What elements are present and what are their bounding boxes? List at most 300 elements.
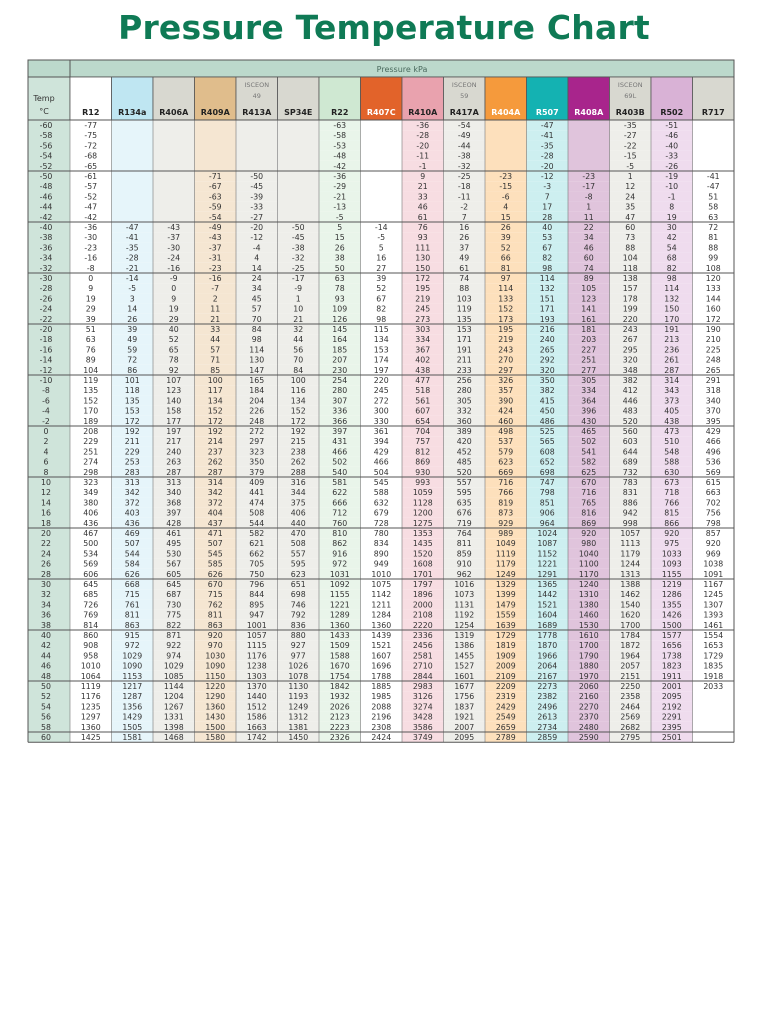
value-cell: 211 — [124, 437, 140, 447]
value-cell: 654 — [415, 416, 431, 426]
value-cell: 863 — [124, 620, 140, 630]
value-cell: 2167 — [537, 671, 558, 681]
value-cell: 569 — [705, 467, 721, 477]
value-cell: 1010 — [80, 661, 101, 671]
value-cell: 540 — [332, 467, 348, 477]
value-cell: 1663 — [246, 722, 267, 732]
value-cell: 158 — [166, 406, 182, 416]
value-cell: -27 — [623, 131, 637, 141]
value-cell: 76 — [417, 223, 428, 232]
value-cell: 927 — [290, 641, 306, 651]
value-cell: 1500 — [661, 620, 682, 630]
value-cell: 1057 — [620, 529, 641, 538]
value-cell: 1577 — [661, 631, 682, 640]
value-cell: 1399 — [495, 590, 516, 600]
temp-cell: 56 — [41, 712, 51, 722]
value-cell: 99 — [708, 253, 719, 263]
value-cell: 525 — [539, 427, 555, 436]
value-cell: 1512 — [246, 702, 267, 712]
value-cell: 332 — [456, 406, 472, 416]
value-cell: 712 — [332, 508, 348, 518]
value-cell: 630 — [664, 467, 680, 477]
value-cell: 1030 — [205, 651, 226, 661]
temp-cell: -26 — [39, 294, 53, 304]
value-cell: 1607 — [371, 651, 392, 661]
value-cell: 1220 — [205, 682, 226, 691]
value-cell: -52 — [84, 192, 98, 202]
value-cell: 815 — [664, 508, 680, 518]
value-cell: 104 — [83, 365, 99, 375]
value-cell: 297 — [249, 437, 265, 447]
value-cell: 1244 — [620, 559, 641, 569]
value-cell: 1170 — [578, 569, 599, 579]
value-cell: 910 — [456, 559, 472, 569]
value-cell: -67 — [208, 182, 222, 192]
value-cell: -5 — [377, 233, 386, 243]
value-cell: 2480 — [578, 722, 599, 732]
value-cell: 116 — [290, 386, 306, 396]
value-cell: 24 — [625, 192, 636, 202]
value-cell: 605 — [166, 569, 182, 579]
value-cell: 1670 — [329, 661, 350, 671]
value-cell: 750 — [249, 569, 265, 579]
value-cell: 3749 — [412, 733, 433, 742]
temp-cell: -18 — [39, 335, 53, 345]
value-cell: 161 — [581, 314, 597, 324]
value-cell: 851 — [539, 498, 555, 508]
value-cell: 429 — [705, 427, 721, 436]
value-cell: 225 — [705, 345, 721, 355]
value-cell: 461 — [166, 529, 182, 538]
value-cell: -9 — [169, 274, 178, 283]
value-cell: 2000 — [412, 600, 433, 610]
value-cell: 254 — [332, 376, 348, 385]
value-cell: 508 — [290, 539, 306, 549]
value-cell: 431 — [332, 437, 348, 447]
value-cell: 199 — [622, 304, 638, 314]
value-cell: 26 — [334, 243, 345, 253]
value-cell: -42 — [333, 161, 347, 171]
value-cell: 673 — [664, 478, 680, 487]
value-cell: 1090 — [122, 661, 143, 671]
value-cell: -23 — [84, 243, 98, 253]
value-cell: 635 — [456, 498, 472, 508]
column-tint-R409A — [195, 120, 237, 171]
value-cell: 747 — [539, 478, 555, 487]
value-cell: -14 — [125, 274, 139, 283]
value-cell: 56 — [293, 345, 304, 355]
value-cell: 816 — [581, 508, 597, 518]
value-cell: 88 — [459, 284, 470, 294]
value-cell: 216 — [539, 325, 555, 334]
value-cell: 814 — [83, 620, 99, 630]
value-cell: -21 — [125, 263, 139, 273]
value-cell: 100 — [207, 376, 223, 385]
value-cell: 718 — [664, 488, 680, 498]
value-cell: 117 — [207, 386, 223, 396]
column-tint-R404A — [485, 120, 527, 171]
value-cell: 450 — [539, 406, 555, 416]
value-cell: -42 — [84, 212, 98, 222]
value-cell: 477 — [415, 376, 431, 385]
value-cell: 4 — [503, 202, 509, 212]
value-cell: 520 — [456, 467, 472, 477]
value-cell: 625 — [581, 467, 597, 477]
value-cell: 1329 — [495, 580, 516, 589]
value-cell: -30 — [167, 243, 181, 253]
value-cell: 1784 — [620, 631, 641, 640]
value-cell: 108 — [705, 263, 721, 273]
value-cell: 1 — [586, 202, 592, 212]
value-cell: 248 — [705, 355, 721, 365]
value-cell: 323 — [83, 478, 99, 487]
value-cell: 84 — [293, 365, 304, 375]
value-cell: 1639 — [495, 620, 516, 630]
value-cell: 890 — [373, 549, 389, 559]
value-cell: 46 — [583, 243, 594, 253]
value-cell: 2057 — [620, 661, 641, 671]
value-cell: 1932 — [329, 692, 350, 702]
temp-cell: 28 — [41, 569, 51, 579]
column-header-SP34E: SP34E — [284, 108, 313, 117]
value-cell: -11 — [416, 151, 430, 161]
value-cell: -32 — [457, 161, 471, 171]
value-cell: -16 — [208, 274, 222, 283]
value-cell: 606 — [83, 569, 99, 579]
value-cell: 21 — [293, 314, 304, 324]
value-cell: -2 — [460, 202, 469, 212]
value-cell: 211 — [456, 355, 472, 365]
value-cell: 114 — [539, 274, 555, 283]
value-cell: 171 — [456, 335, 472, 345]
value-cell: 192 — [124, 427, 140, 436]
value-cell: 340 — [705, 396, 721, 406]
value-cell: 1319 — [454, 631, 475, 640]
value-cell: 104 — [622, 253, 638, 263]
value-cell: 220 — [622, 314, 638, 324]
value-cell: 49 — [459, 253, 470, 263]
value-cell: 150 — [664, 304, 680, 314]
value-cell: 871 — [166, 631, 182, 640]
value-cell: 715 — [207, 590, 223, 600]
value-cell: 305 — [456, 396, 472, 406]
value-cell: 267 — [622, 335, 638, 345]
value-cell: 544 — [249, 518, 265, 528]
value-cell: 1249 — [495, 569, 516, 579]
value-cell: -39 — [250, 192, 264, 202]
temp-cell: 36 — [41, 610, 51, 620]
value-cell: 93 — [417, 233, 428, 243]
value-cell: 26 — [459, 233, 470, 243]
value-cell: 1756 — [454, 692, 475, 702]
value-cell: 314 — [664, 376, 680, 385]
value-cell: 2549 — [495, 712, 516, 722]
value-cell: 2710 — [412, 661, 433, 671]
value-cell: -20 — [250, 223, 264, 232]
value-cell: 336 — [332, 406, 348, 416]
value-cell: -53 — [333, 141, 347, 151]
value-cell: 500 — [83, 539, 99, 549]
temp-cell: 22 — [41, 539, 51, 549]
temp-cell: -38 — [39, 233, 53, 243]
value-cell: -16 — [84, 253, 98, 263]
value-cell: -23 — [582, 172, 596, 181]
value-cell: 705 — [249, 559, 265, 569]
temp-cell: 4 — [43, 447, 49, 457]
value-cell: 1439 — [371, 631, 392, 640]
value-cell: 1152 — [537, 549, 558, 559]
value-cell: 1353 — [412, 529, 433, 538]
value-cell: 138 — [622, 274, 638, 283]
value-cell: 1653 — [703, 641, 724, 651]
value-cell: 834 — [373, 539, 389, 549]
value-cell: 132 — [664, 294, 680, 304]
value-cell: 343 — [664, 386, 680, 396]
value-cell: 886 — [622, 498, 638, 508]
value-cell: 1 — [627, 172, 633, 181]
value-cell: 473 — [664, 427, 680, 436]
value-cell: 615 — [705, 478, 721, 487]
value-cell: 1433 — [329, 631, 350, 640]
value-cell: 2109 — [495, 671, 516, 681]
value-cell: 920 — [705, 539, 721, 549]
value-cell: 1360 — [371, 620, 392, 630]
value-cell: 1176 — [80, 692, 101, 702]
value-cell: -61 — [84, 172, 98, 181]
value-cell: 1505 — [122, 722, 143, 732]
value-cell: 135 — [83, 386, 99, 396]
value-cell: 895 — [249, 600, 265, 610]
value-cell: 334 — [415, 335, 431, 345]
value-cell: 165 — [249, 376, 265, 385]
value-cell: -33 — [665, 151, 679, 161]
column-header-R410A: R410A — [408, 108, 438, 117]
value-cell: 379 — [249, 467, 265, 477]
value-cell: -54 — [457, 121, 471, 130]
column-header-R12: R12 — [82, 108, 100, 117]
value-cell: 397 — [166, 508, 182, 518]
value-cell: 989 — [498, 529, 514, 538]
value-cell: 1179 — [620, 549, 641, 559]
value-cell: 152 — [290, 406, 306, 416]
value-cell: 783 — [622, 478, 638, 487]
value-cell: 1038 — [703, 559, 724, 569]
value-cell: 1554 — [703, 631, 724, 640]
value-cell: 215 — [290, 437, 306, 447]
value-cell: -47 — [706, 182, 720, 192]
value-cell: 2370 — [578, 712, 599, 722]
value-cell: 1291 — [537, 569, 558, 579]
value-cell: 765 — [581, 498, 597, 508]
value-cell: 248 — [249, 416, 265, 426]
value-cell: -15 — [623, 151, 637, 161]
value-cell: 2192 — [661, 702, 682, 712]
value-cell: 14 — [251, 263, 262, 273]
value-cell: 668 — [124, 580, 140, 589]
value-cell: 863 — [207, 620, 223, 630]
value-cell: 314 — [207, 478, 223, 487]
value-cell: 210 — [705, 335, 721, 345]
value-cell: 2496 — [537, 702, 558, 712]
value-cell: 595 — [456, 488, 472, 498]
value-cell: 265 — [705, 365, 721, 375]
value-cell: 273 — [415, 314, 431, 324]
value-cell: 698 — [539, 467, 555, 477]
value-cell: -40 — [665, 141, 679, 151]
value-cell: 766 — [498, 488, 514, 498]
value-cell: 4 — [254, 253, 260, 263]
value-cell: 1167 — [703, 580, 724, 589]
value-cell: 811 — [124, 610, 140, 620]
value-cell: 63 — [85, 335, 96, 345]
value-cell: 626 — [124, 569, 140, 579]
value-cell: -11 — [457, 192, 471, 202]
value-cell: 28 — [542, 212, 553, 222]
value-cell: 1689 — [537, 620, 558, 630]
value-cell: 857 — [705, 529, 721, 538]
value-cell: 466 — [332, 447, 348, 457]
value-cell: 82 — [376, 304, 387, 314]
value-cell: 114 — [249, 345, 265, 355]
value-cell: 405 — [664, 406, 680, 416]
super-header-label: Pressure kPa — [376, 65, 428, 74]
value-cell: 1144 — [163, 682, 184, 691]
value-cell: 810 — [332, 529, 348, 538]
value-cell: 5 — [378, 243, 384, 253]
temp-cell: -16 — [39, 345, 53, 355]
value-cell: 107 — [166, 376, 182, 385]
value-cell: 394 — [373, 437, 389, 447]
value-cell: -45 — [291, 233, 305, 243]
value-cell: 318 — [705, 386, 721, 396]
value-cell: 229 — [124, 447, 140, 457]
value-cell: 54 — [666, 243, 677, 253]
temp-cell: -60 — [39, 121, 53, 130]
value-cell: -58 — [333, 131, 347, 141]
value-cell: 9 — [88, 284, 94, 294]
value-cell: 412 — [622, 386, 638, 396]
value-cell: 844 — [249, 590, 265, 600]
value-cell: 5 — [337, 223, 343, 232]
value-cell: 437 — [207, 518, 223, 528]
value-cell: 65 — [168, 345, 179, 355]
value-cell: 19 — [85, 294, 96, 304]
value-cell: 74 — [583, 263, 594, 273]
value-cell: -28 — [416, 131, 430, 141]
value-cell: 40 — [542, 223, 553, 232]
value-cell: 621 — [249, 539, 265, 549]
temp-cell: -10 — [39, 376, 53, 385]
temp-cell: -12 — [39, 365, 53, 375]
value-cell: 920 — [207, 631, 223, 640]
value-cell: 1219 — [661, 580, 682, 589]
value-cell: -65 — [84, 161, 98, 171]
value-cell: -41 — [706, 172, 720, 181]
value-cell: 798 — [705, 518, 721, 528]
value-cell: 764 — [456, 529, 472, 538]
value-cell: 1700 — [578, 641, 599, 651]
value-cell: 2108 — [412, 610, 433, 620]
value-cell: 287 — [664, 365, 680, 375]
value-cell: 1677 — [454, 682, 475, 691]
temp-cell: 38 — [41, 620, 51, 630]
value-cell: 652 — [539, 457, 555, 467]
value-cell: 1150 — [205, 671, 226, 681]
value-cell: 474 — [249, 498, 265, 508]
value-cell: 305 — [581, 376, 597, 385]
value-cell: -12 — [540, 172, 554, 181]
value-cell: 2291 — [661, 712, 682, 722]
value-cell: 2319 — [495, 692, 516, 702]
value-cell: 2160 — [578, 692, 599, 702]
value-cell: 291 — [705, 376, 721, 385]
value-cell: 2464 — [620, 702, 641, 712]
value-cell: 947 — [249, 610, 265, 620]
value-cell: 256 — [456, 376, 472, 385]
value-cell: 153 — [373, 345, 389, 355]
value-cell: 2789 — [495, 733, 516, 742]
column-header-R407C: R407C — [366, 108, 396, 117]
column-header-R502: R502 — [660, 108, 684, 117]
value-cell: 1155 — [661, 569, 682, 579]
value-cell: 287 — [166, 467, 182, 477]
value-cell: 766 — [664, 498, 680, 508]
value-cell: 622 — [332, 488, 348, 498]
value-cell: 1588 — [329, 651, 350, 661]
value-cell: 330 — [373, 416, 389, 426]
value-cell: 977 — [290, 651, 306, 661]
value-cell: 33 — [417, 192, 428, 202]
value-cell: 719 — [456, 518, 472, 528]
temp-cell: -34 — [39, 253, 53, 263]
value-cell: 906 — [539, 508, 555, 518]
value-cell: 1240 — [578, 580, 599, 589]
value-cell: 303 — [415, 325, 431, 334]
value-cell: 1700 — [620, 620, 641, 630]
value-cell: 364 — [581, 396, 597, 406]
temp-cell: -4 — [42, 406, 50, 416]
value-cell: 240 — [166, 447, 182, 457]
value-cell: 588 — [373, 488, 389, 498]
value-cell: 39 — [376, 274, 387, 283]
value-cell: 1896 — [412, 590, 433, 600]
value-cell: 40 — [168, 325, 179, 334]
column-subheader-R413A: ISCEON — [244, 81, 270, 89]
value-cell: 504 — [373, 467, 389, 477]
value-cell: 189 — [83, 416, 99, 426]
value-cell: 1100 — [578, 559, 599, 569]
value-cell: -5 — [626, 161, 635, 171]
value-cell: 51 — [708, 192, 719, 202]
value-cell: 1837 — [454, 702, 475, 712]
value-cell: 2151 — [620, 671, 641, 681]
value-cell: 1461 — [703, 620, 724, 630]
value-cell: 467 — [83, 529, 99, 538]
value-cell: 420 — [456, 437, 472, 447]
value-cell: 134 — [373, 335, 389, 345]
value-cell: 157 — [622, 284, 638, 294]
value-cell: 1608 — [412, 559, 433, 569]
value-cell: 1964 — [620, 651, 641, 661]
temp-cell: -50 — [39, 172, 53, 181]
temp-cell: -28 — [39, 284, 53, 294]
value-cell: 349 — [83, 488, 99, 498]
value-cell: 375 — [290, 498, 306, 508]
value-cell: 120 — [705, 274, 721, 283]
value-cell: 1155 — [329, 590, 350, 600]
value-cell: 219 — [415, 294, 431, 304]
value-cell: 1393 — [703, 610, 724, 620]
